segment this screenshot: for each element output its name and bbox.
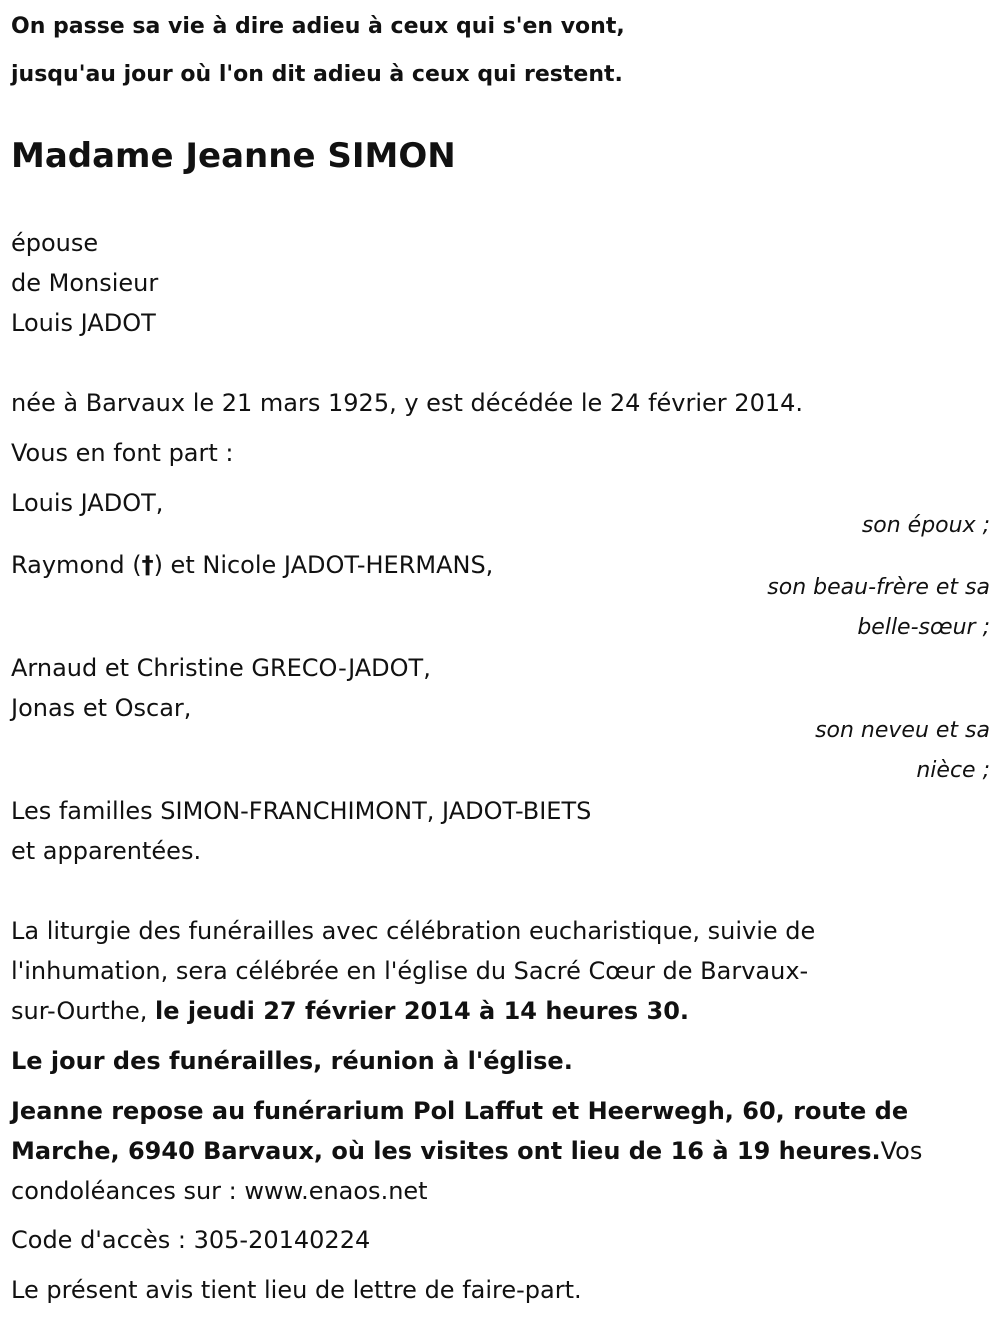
- liturgy-place: sur-Ourthe,: [11, 997, 155, 1025]
- family-relation: nièce ;: [916, 758, 990, 783]
- family-member-name: et apparentées.: [11, 837, 202, 865]
- visiting-hours: Marche, 6940 Barvaux, où les visites ont lieu de 16 à 19 heures.: [11, 1137, 881, 1165]
- family-name-part: Raymond (: [11, 551, 142, 579]
- family-member-name: Jonas et Oscar,: [11, 694, 192, 722]
- spouse-line: Louis JADOT: [11, 309, 156, 337]
- spouse-line: de Monsieur: [11, 269, 159, 297]
- epigraph-line-1: On passe sa vie à dire adieu à ceux qui s'en vont,: [11, 14, 625, 39]
- announcement-intro: Vous en font part :: [11, 439, 234, 467]
- epigraph-line-2: jusqu'au jour où l'on dit adieu à ceux qui restent.: [11, 62, 623, 87]
- family-member-name: [11, 550, 493, 580]
- family-relation: son neveu et sa: [815, 718, 990, 743]
- family-member-name: Arnaud et Christine GRECO-JADOT,: [11, 654, 431, 682]
- liturgy-text: [11, 996, 689, 1026]
- deceased-cross-icon: †: [141, 551, 154, 579]
- spouse-line: épouse: [11, 229, 99, 257]
- funeral-datetime: le jeudi 27 février 2014 à 14 heures 30.: [155, 997, 690, 1025]
- closing-note: Le présent avis tient lieu de lettre de faire-part.: [11, 1276, 582, 1304]
- liturgy-text: l'inhumation, sera célébrée en l'église du Sacré Cœur de Barvaux-: [11, 957, 809, 985]
- family-relation: belle-sœur ;: [857, 615, 990, 640]
- condolences-lead: Vos: [880, 1137, 923, 1165]
- family-relation: son beau-frère et sa: [767, 575, 990, 600]
- funerarium-text: [11, 1136, 922, 1166]
- liturgy-text: La liturgie des funérailles avec célébration eucharistique, suivie de: [11, 917, 816, 945]
- family-name-part: ) et Nicole JADOT-HERMANS,: [153, 551, 494, 579]
- funerarium-text: Jeanne repose au funérarium Pol Laffut et Heerwegh, 60, route de: [11, 1097, 909, 1125]
- meeting-notice: Le jour des funérailles, réunion à l'église.: [11, 1047, 573, 1075]
- family-relation: son époux ;: [861, 513, 990, 538]
- condolences-website: condoléances sur : www.enaos.net: [11, 1177, 428, 1205]
- family-member-name: Louis JADOT,: [11, 489, 164, 517]
- family-member-name: Les familles SIMON-FRANCHIMONT, JADOT-BIETS: [11, 797, 592, 825]
- deceased-name-heading: Madame Jeanne SIMON: [11, 136, 456, 176]
- birth-death-statement: née à Barvaux le 21 mars 1925, y est décédée le 24 février 2014.: [11, 389, 803, 417]
- access-code: Code d'accès : 305-20140224: [11, 1226, 371, 1254]
